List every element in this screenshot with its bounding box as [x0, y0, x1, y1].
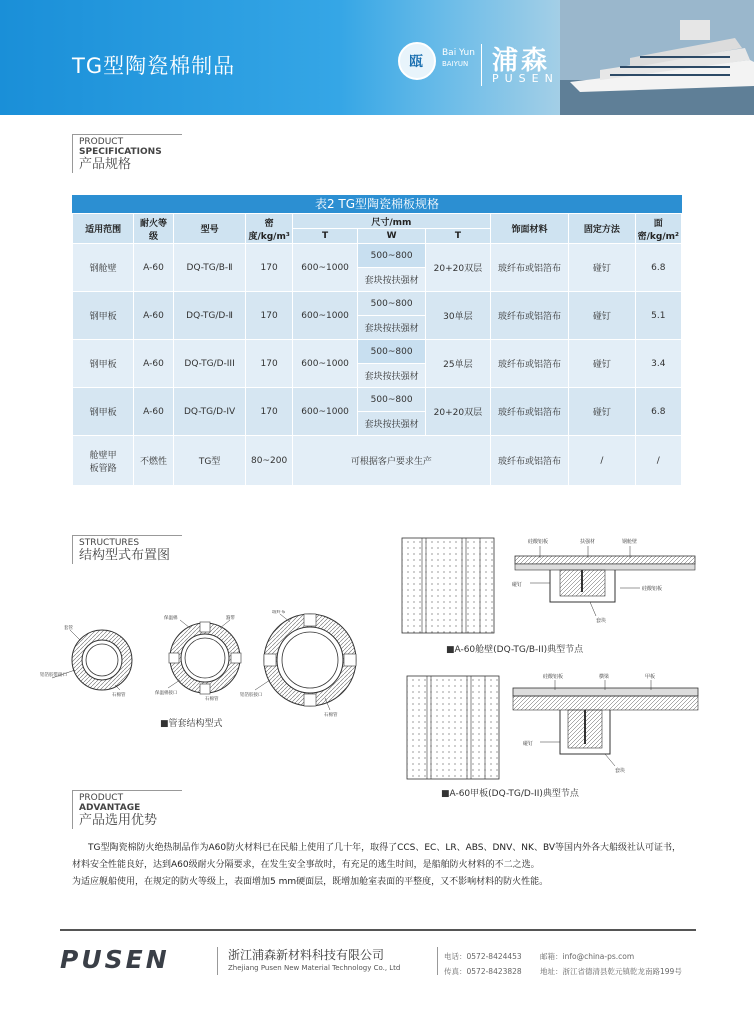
logo-subtitle-2: BAIYUN: [442, 60, 469, 68]
cell-fix: 碰钉: [569, 244, 636, 292]
bulkhead-label-b: 扶强材: [580, 539, 596, 545]
footer-company-cn: 浙江浦森新材料科技有限公司: [228, 948, 385, 962]
cell-fire: 不燃性: [134, 436, 173, 486]
cell-scope: 钢甲板: [73, 388, 134, 436]
advantage-paragraph-2: 为适应舰船使用，在规定的防火等级上，表面增加5 mm硬面层，既增加舱室表面的平整度，又不影响材料的防火性能。: [72, 877, 549, 887]
cell-facing: 玻纤布或铝箔布: [490, 388, 568, 436]
cell-fix: /: [569, 436, 636, 486]
section-en2: ADVANTAGE: [79, 803, 141, 813]
cell-fix: 碰钉: [569, 388, 636, 436]
section-en1: STRUCTURES: [79, 538, 140, 548]
deck-caption: ■A-60甲板(DQ-TG/D-II)典型节点: [441, 789, 579, 799]
logo-glyph: 瓯: [409, 54, 423, 70]
th-size: 尺寸/mm: [292, 214, 490, 229]
footer-phone: 电话：0572-8424453: [444, 952, 522, 961]
pipe-label-h: 玻纤布: [272, 610, 286, 615]
cell-t2: 20+20双层: [425, 388, 490, 436]
cell-w1: 500~800: [358, 244, 425, 268]
th-t2: T: [425, 229, 490, 244]
pipe-label-f: 石棉管: [205, 697, 219, 702]
footer-address: 地址：浙江省德清县乾元镇乾龙南路199号: [540, 967, 682, 976]
cell-t2: 20+20双层: [425, 244, 490, 292]
section-label-specifications: [72, 134, 182, 173]
cell-fire: A-60: [134, 340, 173, 388]
bulkhead-caption: ■A-60舱壁(DQ-TG/B-II)典型节点: [446, 645, 584, 655]
cell-facing: 玻纤布或铝箔布: [490, 340, 568, 388]
section-cn: 产品选用优势: [79, 813, 158, 828]
pipe-label-e: 保温棉接口: [155, 691, 178, 696]
cell-facing: 玻纤布或铝箔布: [490, 244, 568, 292]
cell-t: 600~1000: [292, 340, 358, 388]
cell-t2: 25单层: [425, 340, 490, 388]
cell-w2: 套块按扶强材: [358, 268, 425, 292]
deck-label-c: 甲板: [645, 674, 656, 680]
cell-fix: 碰钉: [569, 292, 636, 340]
bulkhead-label-a: 硅酸铝板: [528, 539, 549, 545]
cell-scope: 钢甲板: [73, 292, 134, 340]
cell-density: 170: [246, 244, 292, 292]
pipe-label-a: 套管: [64, 626, 73, 631]
cell-scope: 钢舱壁: [73, 244, 134, 292]
cell-w2: 套块按扶强材: [358, 412, 425, 436]
pipe-sleeve-diagram: [40, 610, 370, 725]
deck-label-a: 硅酸铝板: [543, 674, 564, 680]
cell-areal: /: [635, 436, 681, 486]
cell-fix: 碰钉: [569, 340, 636, 388]
header-banner: [0, 0, 754, 115]
section-label-advantage: [72, 790, 182, 829]
cell-t: 600~1000: [292, 244, 358, 292]
deck-node-diagram: [405, 666, 700, 784]
cell-model: DQ-TG/D-IV: [173, 388, 246, 436]
cell-model: DQ-TG/D-Ⅱ: [173, 292, 246, 340]
page-title: TG型陶瓷棉制品: [72, 54, 236, 78]
brand-name-en: PUSEN: [492, 72, 559, 85]
th-w: W: [358, 229, 425, 244]
cell-fire: A-60: [134, 244, 173, 292]
bulkhead-label-f: 套块: [596, 618, 607, 624]
cell-t: 600~1000: [292, 292, 358, 340]
spec-table: [72, 213, 682, 486]
cell-scope: 舱壁甲板管路: [73, 436, 134, 486]
pipe-caption: ■管套结构型式: [160, 719, 223, 729]
th-t: T: [292, 229, 358, 244]
cell-areal: 6.8: [635, 388, 681, 436]
footer-divider-2: [437, 947, 438, 975]
bulkhead-label-c: 钢舱壁: [622, 539, 638, 545]
pipe-label-d: 石棉管: [112, 693, 126, 698]
footer-rule: [60, 929, 696, 931]
footer-divider: [217, 947, 218, 975]
pipe-label-j: 石棉管: [324, 713, 338, 718]
cell-t: 600~1000: [292, 388, 358, 436]
cell-facing: 玻纤布或铝箔布: [490, 292, 568, 340]
deck-label-d: 碰钉: [523, 741, 534, 747]
cell-fire: A-60: [134, 292, 173, 340]
section-label-structures: [72, 535, 182, 564]
baiyun-logo-icon: [398, 42, 436, 80]
th-fire: 耐火等级: [134, 214, 173, 244]
cell-w2: 套块按扶强材: [358, 316, 425, 340]
footer-fax: 传真：0572-8423828: [444, 967, 522, 976]
cell-areal: 6.8: [635, 244, 681, 292]
cruise-ship-image: [560, 0, 754, 115]
cell-w1: 500~800: [358, 340, 425, 364]
table-title: 表2 TG型陶瓷棉板规格: [72, 195, 682, 213]
cell-w1: 500~800: [358, 292, 425, 316]
logo-subtitle: Bai Yun: [442, 48, 475, 58]
section-en1: PRODUCT: [79, 793, 124, 803]
cell-fire: A-60: [134, 388, 173, 436]
footer-company-en: Zhejiang Pusen New Material Technology Co., Ltd: [228, 964, 401, 972]
bulkhead-label-d: 碰钉: [512, 582, 523, 588]
logo-divider: [481, 44, 482, 86]
cell-t2: 30单层: [425, 292, 490, 340]
th-areal: 面密/kg/m²: [635, 214, 681, 244]
pipe-label-g: 箍带: [226, 616, 235, 621]
advantage-text: [72, 840, 684, 891]
pipe-label-b: 保温棉: [164, 616, 178, 621]
th-facing: 饰面材料: [490, 214, 568, 244]
section-cn: 产品规格: [79, 157, 132, 172]
deck-label-e: 套块: [615, 768, 626, 774]
cell-facing: 玻纤布或铝箔布: [490, 436, 568, 486]
cell-model: DQ-TG/D-III: [173, 340, 246, 388]
cell-density: 170: [246, 340, 292, 388]
advantage-paragraph-1: TG型陶瓷棉防火绝热制品作为A60防火材料已在民船上使用了几十年，取得了CCS、EC、LR、ABS、DNV、NK、BV等国内外各大船级社认可证书，材料安全性能良好，达到A60级耐火分隔要求，在发生安全事故时，有充足的逃生时间，是船舶防火材料的不二之选。: [72, 843, 681, 870]
section-en1: PRODUCT: [79, 137, 124, 147]
bulkhead-label-e: 硅酸铝板: [642, 586, 663, 592]
pipe-label-c: 铝箔胶带接口: [40, 673, 67, 678]
pipe-label-i: 铝箔胶接口: [240, 693, 263, 698]
cell-areal: 3.4: [635, 340, 681, 388]
deck-label-b: 横梁: [599, 674, 610, 680]
cell-model: DQ-TG/B-Ⅱ: [173, 244, 246, 292]
th-density: 密度/kg/m³: [246, 214, 292, 244]
th-model: 型号: [173, 214, 246, 244]
cell-density: 170: [246, 388, 292, 436]
cell-density: 80~200: [246, 436, 292, 486]
cell-scope: 钢甲板: [73, 340, 134, 388]
th-fix: 固定方法: [569, 214, 636, 244]
bulkhead-node-diagram: [400, 528, 700, 640]
cell-w2: 套块按扶强材: [358, 364, 425, 388]
cell-size-custom: 可根据客户要求生产: [292, 436, 490, 486]
footer-email: 邮箱：info@china-ps.com: [540, 952, 635, 961]
section-cn: 结构型式布置图: [79, 548, 171, 563]
footer-logo: PUSEN: [60, 945, 170, 974]
cell-w1: 500~800: [358, 388, 425, 412]
cell-areal: 5.1: [635, 292, 681, 340]
cell-model: TG型: [173, 436, 246, 486]
brand-name-cn: 浦森: [492, 46, 551, 76]
section-en2: SPECIFICATIONS: [79, 147, 162, 157]
th-scope: 适用范围: [73, 214, 134, 244]
cell-density: 170: [246, 292, 292, 340]
